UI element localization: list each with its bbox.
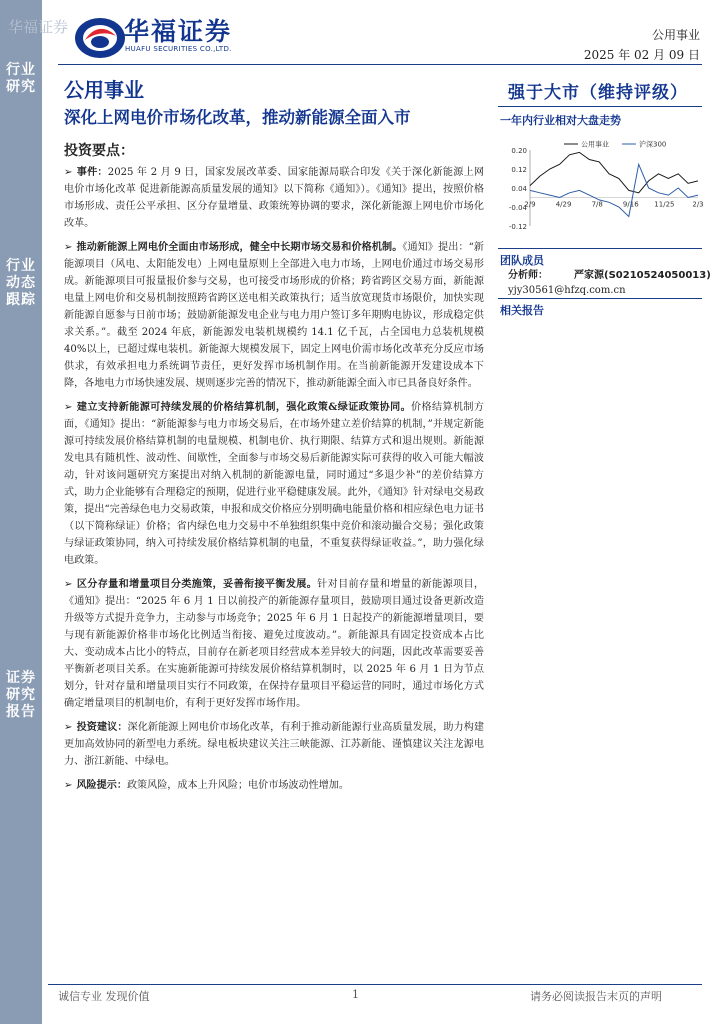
y-tick-label: 0.20 bbox=[511, 147, 527, 155]
x-tick-label: 2/9 bbox=[524, 200, 536, 209]
logo-english: HUAFU SECURITIES CO.,LTD. bbox=[125, 45, 232, 53]
footer-divider bbox=[48, 984, 702, 985]
analyst-info bbox=[508, 268, 711, 298]
y-tick-label: 0.04 bbox=[511, 185, 527, 193]
legend-label: 沪深300 bbox=[639, 140, 667, 149]
paragraph-stock-increment bbox=[64, 576, 484, 712]
footer-disclaimer: 请务必阅读报告末页的声明 bbox=[530, 990, 662, 1003]
x-tick-label: 4/29 bbox=[555, 200, 572, 209]
analyst-name: 严家源(S0210524050013) bbox=[574, 270, 711, 281]
related-divider bbox=[498, 298, 702, 299]
paragraph-text: 价格结算机制方面，《通知》提出：“新能源参与电力市场交易后，在市场外建立差价结算的机制，”并规定新能源可持续发展价格结算机制的电量规模、机制电价、执行期限、结算方式和退出规则。新能源发电具有随机性、波动性、间歇性，全面参与市场交易后新能源实际可获得的收入可能大幅波动，针对该问题研究方案提出对纳入机制的新能源电量，同时通过“多退少补”的差价结算方式，助力企业能够有合理稳定的预期，促进行业平稳健康发展。此外，《通知》针对绿电交易政策，提出“完善绿色电力交易政策，申报和成交价格应分别明确电能量价格和相应绿色电力证书（以下简称绿证）价格；省内绿色电力交易中不单独组织集中竞价和滚动撮合交易；强化政策与绿证政策协同，纳入可持续发展价格结算机制的电量，不重复获得绿证收益。”，助力强化绿电政策。 bbox=[64, 402, 484, 566]
arrow-icon: ➢ bbox=[64, 722, 73, 733]
header-date: 2025 年 02 月 09 日 bbox=[583, 48, 700, 62]
paragraph-event bbox=[64, 164, 484, 232]
chart-section-title: 一年内行业相对大盘走势 bbox=[500, 114, 621, 127]
rating-divider bbox=[498, 106, 702, 107]
paragraph-text: 《通知》提出：“新能源项目（风电、太阳能发电）上网电量原则上全部进入电力市场，上网电价通过市场交易形成。新能源项目可报量报价参与交易，也可接受市场形成的价格；跨省跨区交易方面，新能源电量上网电价和交易机制按照跨省跨区送电相关政策执行；适当放宽现货市场限价，加快实现新能源自愿参与日前市场；鼓励新能源发电企业与电力用户签订多年期购电协议，形成稳定供求关系。”。截至 2024 年底，新能源发电装机规模约 14.1 亿千瓦，占全国电力总装机规模 40%以上，已超过煤电装机。新能源大规模发展下，固定上网电价需市场化改革充分反应市场供求，有效承担电力系统调节责任，更好发挥市场机制作用。在当前新能源开发建设成本下降，各地电力市场快速发展、规则逐步完善的情况下，推动新能源全面入市已具备良好条件。 bbox=[64, 242, 484, 389]
x-tick-label: 9/16 bbox=[622, 200, 639, 209]
x-tick-label: 7/8 bbox=[591, 200, 603, 209]
y-tick-label: -0.04 bbox=[508, 204, 527, 212]
paragraph-text: 深化新能源上网电价市场化改革，有利于推动新能源行业高质量发展，助力构建更加高效协同的新型电力系统。绿电板块建议关注三峡能源、江苏新能、谨慎建议关注龙源电力、浙江新能、中绿电。 bbox=[64, 722, 485, 767]
y-tick-label: -0.12 bbox=[508, 223, 527, 231]
paragraph-lead: 事件： bbox=[76, 167, 108, 178]
x-tick-label: 11/25 bbox=[654, 200, 675, 209]
trend-chart bbox=[500, 138, 705, 236]
paragraph-text: 政策风险，成本上升风险；电价市场波动性增加。 bbox=[126, 780, 349, 791]
team-title: 团队成员 bbox=[500, 254, 544, 267]
y-tick-label: 0.12 bbox=[511, 166, 527, 174]
paragraph-market-pricing bbox=[64, 239, 484, 392]
paragraph-lead: 建立支持新能源可持续发展的价格结算机制，强化政策&绿证政策协同。 bbox=[76, 402, 412, 413]
sidebar-label-tracking: 行业动态跟踪 bbox=[6, 258, 36, 308]
paragraph-risk bbox=[64, 777, 484, 794]
header-divider bbox=[58, 64, 702, 65]
logo-emblem-icon bbox=[72, 14, 128, 62]
paragraph-settlement bbox=[64, 399, 484, 569]
page-number: 1 bbox=[352, 988, 359, 1001]
paragraph-lead: 推动新能源上网电价全面由市场形成，健全中长期市场交易和价格机制。 bbox=[76, 242, 403, 253]
left-sidebar bbox=[0, 0, 42, 1024]
paragraph-text: 针对目前存量和增量的新能源项目，《通知》提出：“2025 年 6 月 1 日以前投产的新能源存量项目，鼓励项目通过设备更新改造升级等方式提升竞争力，主动参与市场竞争；2025 年 6 月 1 日起投产的新能源增量项目，要与现有新能源价格非市场化比例适当衔接、避免过度波动。”。新能源具有固定投资成本占比大、变动成本占比小的特点，目前存在新老项目经营成本差异较大的问题，因此改革需要妥善平衡新老项目关系。在实施新能源可持续发展价格结算机制时，以 2025 年 6 月 1 日为节点划分，针对存量和增量项目实行不同政策，在保持存量项目平稳运营的同时，通过市场化方式确定增量项目的机制电价，有利于更好发挥市场作用。 bbox=[64, 579, 485, 709]
watermark: 华福证券 bbox=[8, 18, 69, 36]
related-title: 相关报告 bbox=[500, 304, 544, 317]
analyst-email[interactable]: yjy30561@hfzq.com.cn bbox=[508, 285, 626, 296]
x-tick-label: 2/3 bbox=[692, 200, 704, 209]
team-divider bbox=[498, 248, 702, 249]
paragraph-lead: 区分存量和增量项目分类施策，妥善衔接平衡发展。 bbox=[76, 579, 318, 590]
analyst-role: 分析师： bbox=[508, 270, 548, 281]
arrow-icon: ➢ bbox=[64, 402, 73, 413]
legend-label: 公用事业 bbox=[581, 140, 609, 149]
paragraph-lead: 风险提示： bbox=[76, 780, 127, 791]
arrow-icon: ➢ bbox=[64, 242, 73, 253]
paragraph-investment bbox=[64, 719, 484, 770]
logo-name: 华福证券 bbox=[124, 17, 233, 46]
report-category: 公用事业 bbox=[64, 78, 144, 102]
sidebar-label-report: 证券研究报告 bbox=[6, 670, 36, 720]
sidebar-label-research: 行业研究 bbox=[6, 62, 36, 95]
arrow-icon: ➢ bbox=[64, 780, 73, 791]
key-points-heading: 投资要点： bbox=[64, 143, 134, 159]
footer-slogan: 诚信专业 发现价值 bbox=[58, 990, 150, 1003]
series-line-1 bbox=[530, 152, 698, 192]
arrow-icon: ➢ bbox=[64, 167, 73, 178]
paragraph-lead: 投资建议： bbox=[76, 722, 128, 733]
paragraph-text: 2025 年 2 月 9 日，国家发展改革委、国家能源局联合印发《关于深化新能源上网电价市场化改革 促进新能源高质量发展的通知》以下简称《通知》）。《通知》提出，按照价格市场形成、责任公平承担、区分存量增量、政策统筹协调的要求，深化新能源上网电价市场化改革。 bbox=[64, 167, 485, 229]
arrow-icon: ➢ bbox=[64, 579, 73, 590]
header-sector: 公用事业 bbox=[651, 28, 700, 42]
series-line-2 bbox=[530, 164, 698, 216]
main-content bbox=[64, 164, 484, 801]
report-headline: 深化上网电价市场化改革，推动新能源全面入市 bbox=[64, 108, 411, 127]
rating: 强于大市（维持评级） bbox=[508, 83, 688, 103]
